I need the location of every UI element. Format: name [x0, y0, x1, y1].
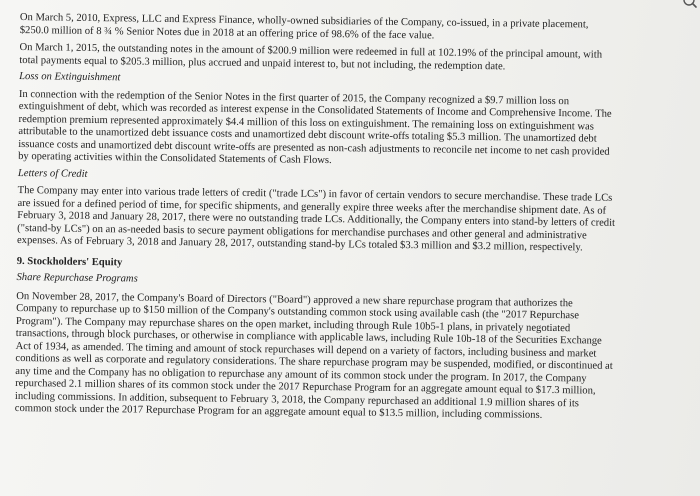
paragraph-letters-of-credit: The Company may enter into various trade letters of credit ("trade LCs") in favor of certain vendors to secure merchandise. These trade LCs are issued for a defined period of time, for specific shipments, and generally expire three weeks after the merchandise shipment date. As of February 3, 2018 and January 28, 2017, there were no outstanding trade LCs. Additionally, the Company enters into stand-by letters of credit ("stand-by LCs") on an as-needed basis to secure payment obligations for merchandise purchases and other general and administrative expenses. As of February 3, 2018 and January 28, 2017, outstanding stand-by LCs totaled $3.3 million and $3.2 million, respectively.: [16, 184, 616, 254]
paragraph-senior-notes: On March 5, 2010, Express, LLC and Express Finance, wholly-owned subsidiaries of the Company, co-issued, in a private placement, $250.0 million of 8 ¾ % Senior Notes due in 2018 at an offering price of 98.6% of the face value.: [19, 12, 589, 41]
paragraph-redemption: On March 1, 2015, the outstanding notes in the amount of $200.9 million were redeemed in full at 102.19% of the principal amount, with total payments equal to $205.3 million, plus accrued and unpaid interest to, but not including, the redemption date.: [19, 41, 603, 72]
paragraph-share-repurchase: On November 28, 2017, the Company's Board of Directors ("Board") approved a new share repurchase program that authorizes the Company to repurchase up to $150 million of the Company's outstanding common stock using available cash (the "2017 Repurchase Program"). The Company may repurchase shares on the open market, including through Rule 10b5-1 plans, in privately negotiated transactions, through block purchases, or otherwise in compliance with applicable laws, including Rule 10b-18 of the Securities Exchange Act of 1934, as amended. The timing and amount of stock repurchases will depend on a variety of factors, including business and market conditions as well as corporate and regulatory considerations. The share repurchase program may be suspended, modified, or discontinued at any time and the Company has no obligation to repurchase any amount of its common stock under the program. In 2017, the Company repurchased 2.1 million shares of its common stock under the 2017 Repurchase Program for an aggregate amount equal to $17.3 million, including commissions. In addition, subsequent to February 3, 2018, the Company repurchased an additional 1.9 million shares of its common stock under the 2017 Repurchase Program for an aggregate amount equal to $13.5 million, including commissions.: [14, 290, 613, 421]
search-icon[interactable]: [682, 0, 698, 10]
paragraph-loss-on-extinguishment: In connection with the redemption of the Senior Notes in the first quarter of 2015, the Company recognized a $9.7 million loss on extinguishment of debt, which was recorded as interest expense in the Consolidated Statements of Income and Comprehensive Income. The redemption premium represented approximately $4.4 million of this loss on extinguishment. The remaining loss on extinguishment was attributable to the unamortized debt issuance costs and unamortized debt discount write-offs totaling $5.3 million. The unamortized debt issuance costs and unamortized debt discount write-offs are presented as non-cash adjustments to reconcile net income to net cash provided by operating activities within the Consolidated Statements of Cash Flows.: [18, 88, 612, 167]
heading-letters-of-credit: Letters of Credit: [17, 167, 88, 180]
document-text: [15, 12, 620, 423]
heading-loss-on-extinguishment: Loss on Extinguishment: [19, 70, 121, 84]
section-title-stockholders-equity: 9. Stockholders' Equity: [16, 255, 123, 268]
heading-share-repurchase: Share Repurchase Programs: [16, 271, 138, 285]
